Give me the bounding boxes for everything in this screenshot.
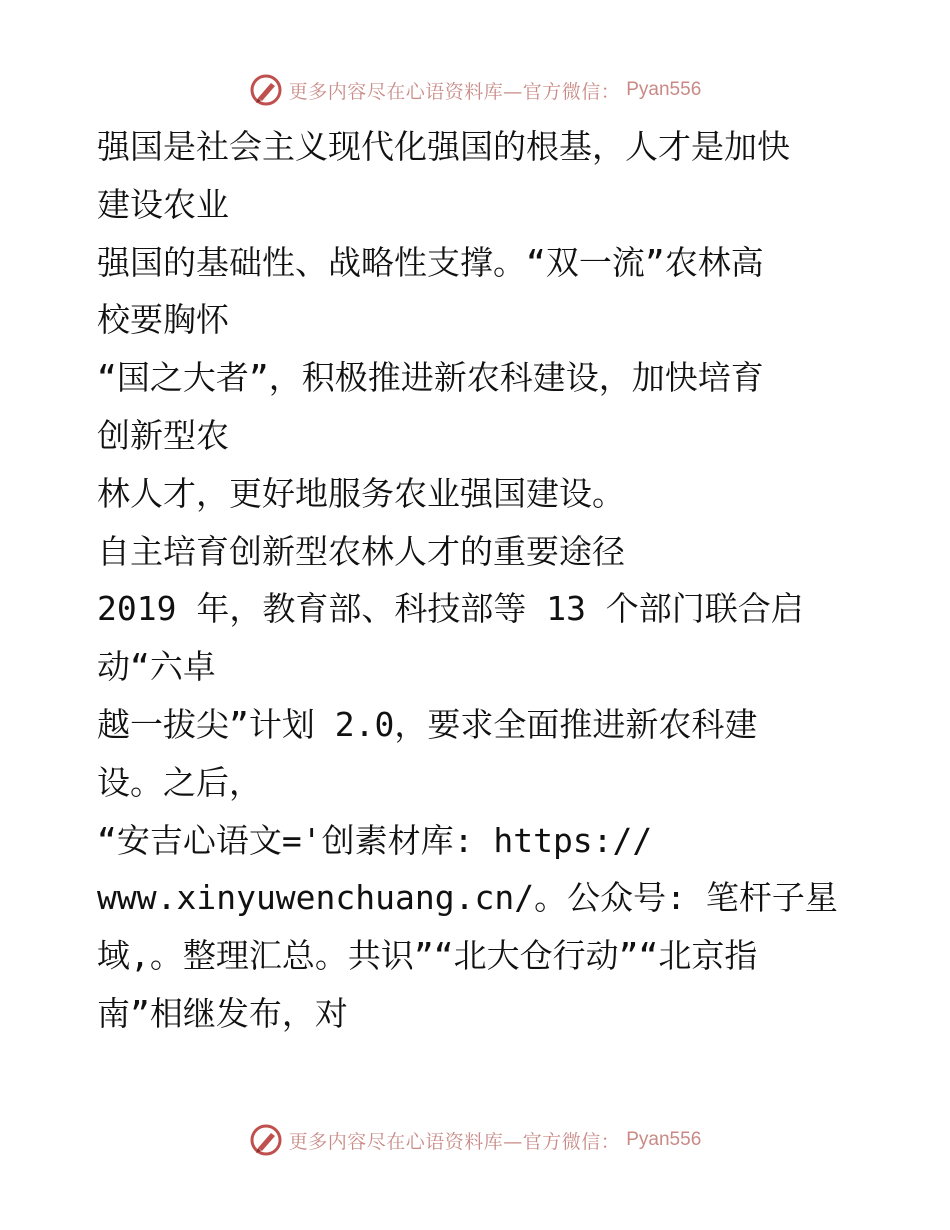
text-line: “安吉心语文='创素材库: https:// (97, 820, 653, 860)
text-line: 越一拔尖”计划 2.0，要求全面推进新农科建 (97, 704, 758, 744)
text-line: 动“六卓 (97, 647, 216, 687)
footer-watermark (0, 1120, 950, 1160)
text-line: 2019 年，教育部、科技部等 13 个部门联合启 (97, 589, 804, 629)
text-line: “国之大者”，积极推进新农科建设，加快培育 (97, 358, 764, 398)
text-line: 强国的基础性、战略性支撑。“双一流”农林高 (97, 242, 764, 282)
text-line: www.xinyuwenchuang.cn/。公众号: 笔杆子星 (97, 878, 838, 918)
text-line: 建设农业 (97, 184, 229, 224)
text-line: 南”相继发布，对 (97, 993, 348, 1033)
text-line: 校要胸怀 (97, 300, 229, 340)
watermark-handle: Pyan556 (626, 79, 702, 100)
watermark-text: 更多内容尽在心语资料库—官方微信： (288, 80, 621, 103)
pen-logo-icon (249, 73, 283, 107)
header-watermark (0, 70, 950, 110)
text-line: 创新型农 (97, 415, 229, 455)
text-line: 域,。整理汇总。共识”“北大仓行动”“北京指 (97, 936, 758, 976)
pen-logo-icon (249, 1123, 283, 1157)
text-line: 强国是社会主义现代化强国的根基，人才是加快 (97, 127, 790, 166)
text-line: 林人才，更好地服务农业强国建设。 (97, 473, 625, 513)
document-body (97, 118, 877, 1043)
watermark-handle: Pyan556 (626, 1129, 702, 1150)
text-line: 自主培育创新型农林人才的重要途径 (97, 531, 625, 571)
watermark-text: 更多内容尽在心语资料库—官方微信： (288, 1130, 621, 1153)
text-line: 设。之后， (97, 762, 262, 802)
